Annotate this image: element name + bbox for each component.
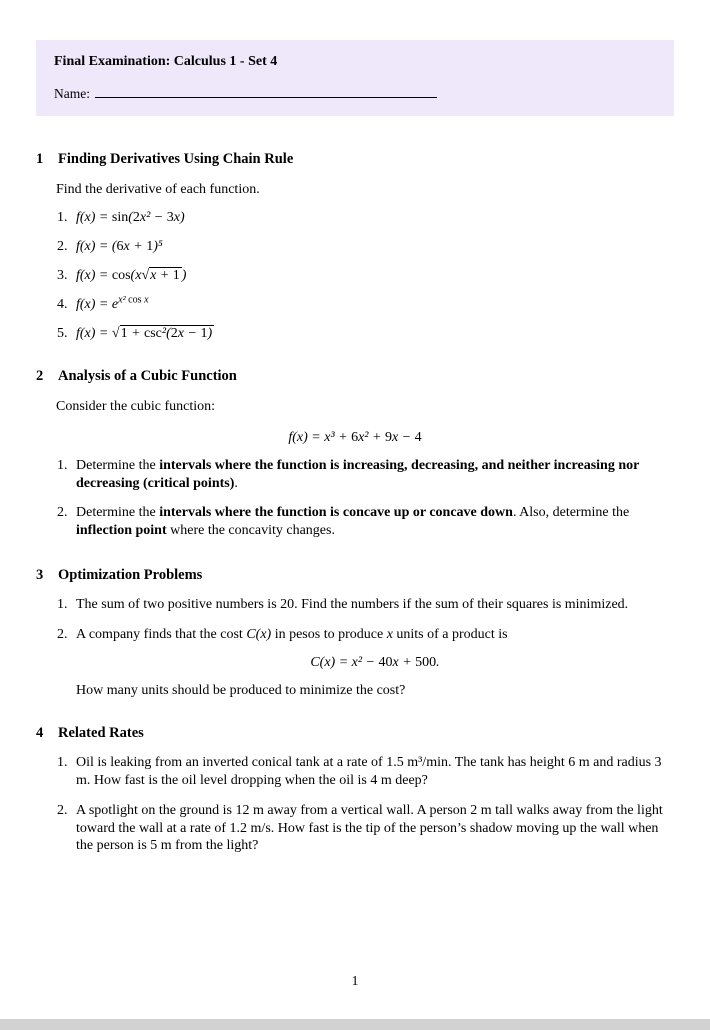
exam-header [36,40,674,116]
item-formula: f(x) = sin(2x² − 3x) [76,210,185,226]
text-run: A company finds that the cost [76,626,247,642]
section-heading [36,566,674,584]
list-item [57,596,674,614]
item-number: 1. [57,458,68,474]
page-number: 1 [351,973,359,988]
item-text: A spotlight on the ground is 12 m away from a vertical wall. A person 2 m tall walks away from the light toward the wall at a rate of 1.2 m/s. How fast is the tip of the person’s shadow moving up the wall when the person is 5 m from the light? [76,802,663,854]
text-run: Determine the [76,458,160,474]
section-intro: Find the derivative of each function. [56,181,260,197]
list-item [57,209,674,227]
section-heading [36,724,674,742]
inline-math: C(x) [246,626,272,642]
exam-title: Final Examination: Calculus 1 - Set 4 [54,54,278,69]
list-item [57,802,674,856]
name-row [54,84,656,102]
section-cubic-analysis [36,367,674,540]
viewer-bottom-edge [0,1019,710,1030]
item-number: 2. [57,802,68,818]
list-item [57,296,674,314]
section-number: 3 [36,566,44,583]
display-equation: f(x) = x³ + 6x² + 9x − 4 [288,430,422,446]
list-item [57,457,674,493]
section-heading [36,150,674,168]
list-item [57,267,674,285]
item-number: 5. [57,325,68,341]
item-number: 2. [57,505,68,521]
section-number: 1 [36,150,44,167]
display-equation: C(x) = x² − 40x + 500. [310,654,440,670]
section-derivatives [36,150,674,343]
item-text [76,504,674,540]
section-number: 2 [36,367,44,384]
item-number: 1. [57,597,68,613]
text-run: in pesos to produce [271,626,387,642]
list-item [57,325,674,343]
section-heading [36,367,674,385]
text-run: . Also, determine the [512,505,630,521]
bold-run: inflection point [76,523,167,539]
item-number: 3. [57,268,68,284]
section-number: 4 [36,724,44,741]
problem-list [36,754,674,856]
section-optimization [36,566,674,700]
item-text: Oil is leaking from an inverted conical tank at a rate of 1.5 m³/min. The tank has height 6 m and radius 3 m. How fast is the oil level dropping when the oil is 4 m deep? [76,754,662,788]
list-item [57,626,674,700]
list-item [57,754,674,790]
item-text: The sum of two positive numbers is 20. Find the numbers if the sum of their squares is minimized. [76,597,629,613]
text-run: where the concavity changes. [166,523,335,539]
followup-text: How many units should be produced to minimize the cost? [76,682,406,698]
name-label: Name: [54,85,90,101]
section-related-rates [36,724,674,856]
name-blank-line [95,84,437,98]
text-run: Determine the [76,505,160,521]
section-title: Related Rates [58,724,144,741]
inline-math: x [386,626,393,642]
text-run: units of a product is [392,626,508,642]
section-intro: Consider the cubic function: [56,398,216,414]
item-text [76,457,674,493]
item-number: 1. [57,210,68,226]
section-title: Optimization Problems [58,566,203,583]
list-item [57,238,674,256]
text-run: . [234,476,238,492]
problem-list [36,209,674,343]
item-formula: f(x) = cos(x√x + 1 ) [76,268,187,284]
bold-run: intervals where the function is concave up or concave down [159,505,513,521]
section-title: Finding Derivatives Using Chain Rule [58,150,294,167]
item-number: 4. [57,297,68,312]
item-formula: f(x) = √1 + csc²(2x − 1) [76,325,213,341]
item-text [76,626,674,700]
item-number: 2. [57,239,68,255]
item-number: 1. [57,754,68,770]
problem-list [36,457,674,540]
problem-list [36,596,674,700]
item-formula: f(x) = (6x + 1)⁵ [76,239,163,255]
item-number: 2. [57,626,68,642]
bold-run: intervals where the function is increasing, decreasing, and neither increasing nor decreasing (critical points) [76,458,640,492]
list-item [57,504,674,540]
section-title: Analysis of a Cubic Function [58,367,237,384]
item-formula: $f(x) = e^{x^2 cos x}$ [76,294,149,312]
